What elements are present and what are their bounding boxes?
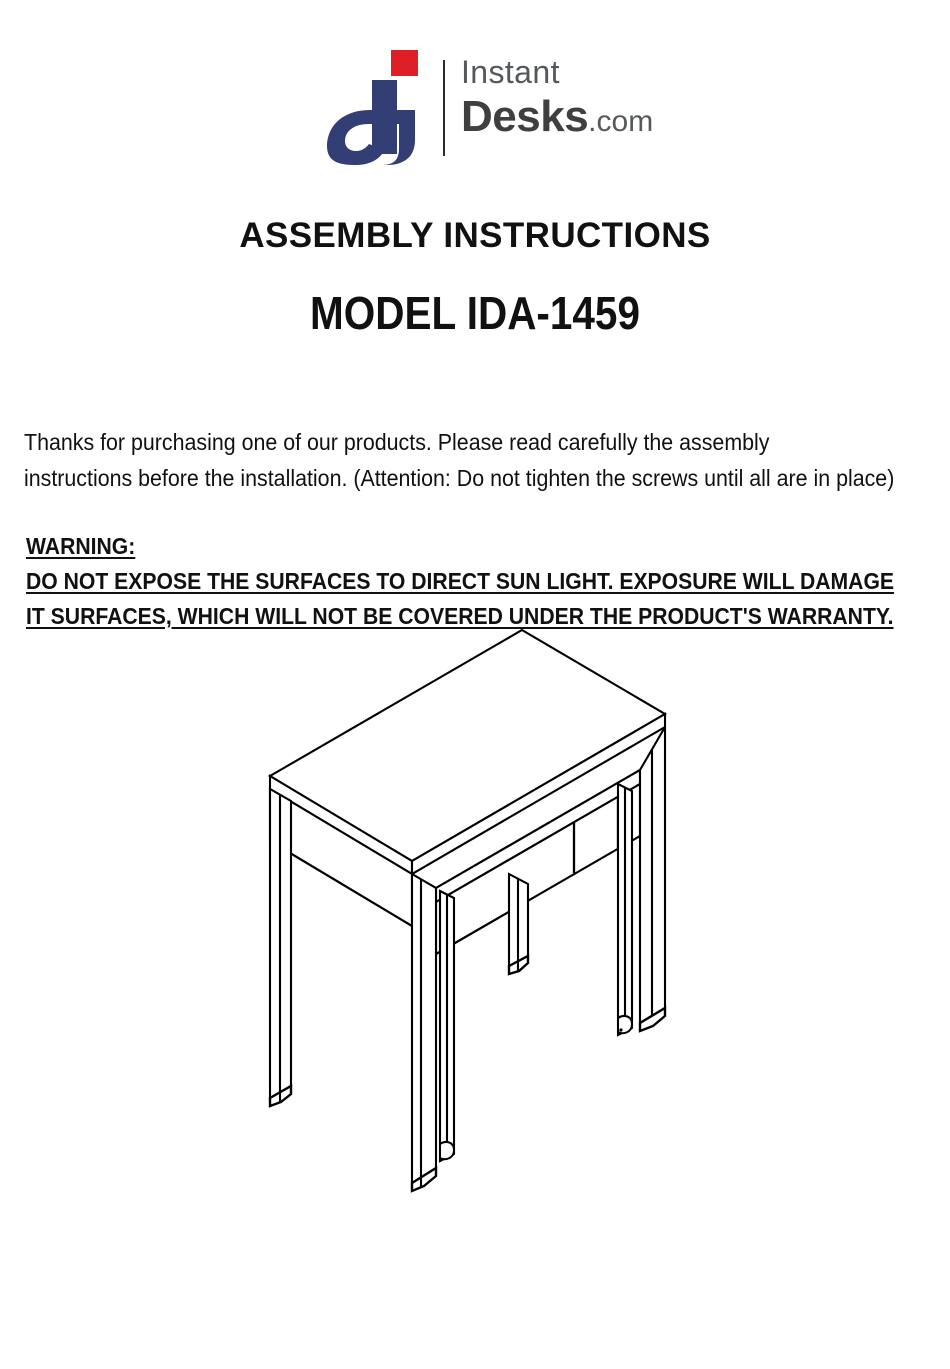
brand-wordmark	[461, 52, 661, 152]
intro-paragraph	[24, 424, 895, 496]
brand-logo	[325, 48, 655, 166]
warning-line-1: DO NOT EXPOSE THE SURFACES TO DIRECT SUN LIGHT. EXPOSURE WILL DAMAGE	[26, 568, 895, 594]
desk-isometric-line-drawing	[240, 608, 690, 1198]
intro-line-2: instructions before the installation. (Attention: Do not tighten the screws until all are in place)	[24, 465, 895, 491]
intro-line-1: Thanks for purchasing one of our products. Please read carefully the assembly	[24, 429, 770, 455]
brand-line-instant: Instant	[461, 54, 560, 90]
page-title: ASSEMBLY INSTRUCTIONS	[239, 216, 711, 255]
warning-heading: WARNING:	[26, 533, 136, 559]
logo-divider	[443, 60, 445, 156]
instant-desks-monogram-icon	[325, 48, 435, 166]
brand-line-desks-dotcom	[461, 92, 661, 152]
model-number-heading: MODEL IDA-1459	[310, 287, 640, 339]
brand-word-desks: Desks	[461, 92, 589, 141]
brand-word-dotcom: .com	[588, 105, 654, 138]
warning-line-2: IT SURFACES, WHICH WILL NOT BE COVERED UNDER THE PRODUCT'S WARRANTY.	[26, 603, 894, 629]
